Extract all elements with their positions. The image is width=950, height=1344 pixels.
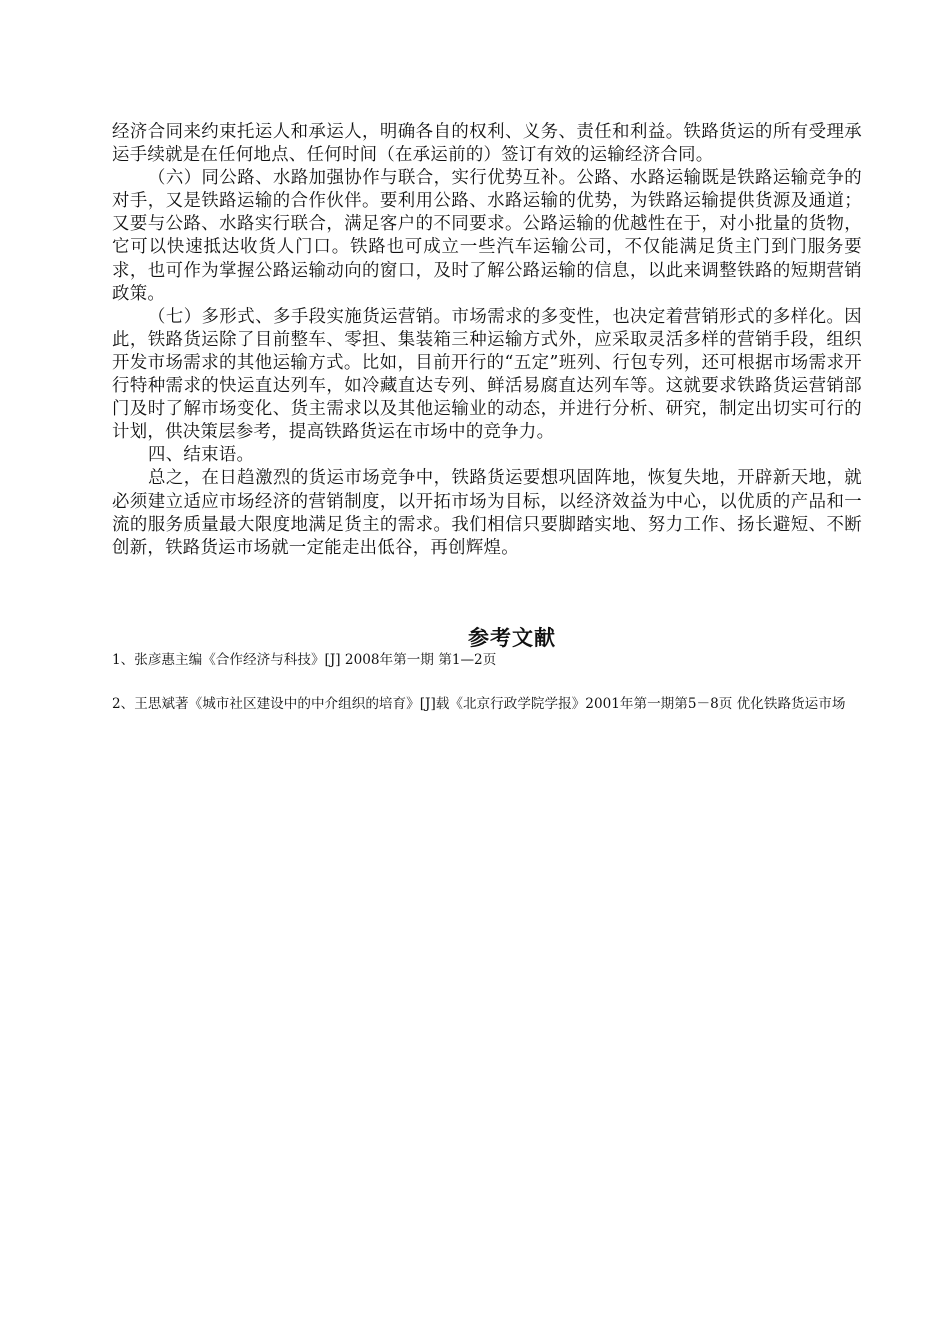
section-heading: 四、结束语。 (148, 445, 255, 466)
paragraph: 经济合同来约束托运人和承运人，明确各自的权利、义务、责任和利益。铁路货运的所有受理承运手续就是在任何地点、任何时间（在承运前的）签订有效的运输经济合同。 (112, 122, 862, 166)
body-text (112, 121, 862, 560)
reference-item: 1、张彦惠主编《合作经济与科技》[J] 2008年第一期 第1—2页 (112, 652, 497, 668)
references-title: 参考文献 (468, 626, 556, 650)
paragraph: （七）多形式、多手段实施货运营销。市场需求的多变性，也决定着营销形式的多样化。因此，铁路货运除了目前整车、零担、集装箱三种运输方式外，应采取灵活多样的营销手段，组织开发市场需求的其他运输方式。比如，目前开行的“五定”班列、行包专列，还可根据市场需求开行特种需求的快运直达列车，如冷藏直达专列、鲜活易腐直达列车等。这就要求铁路货运营销部门及时了解市场变化、货主需求以及其他运输业的动态，并进行分析、研究，制定出切实可行的计划，供决策层参考，提高铁路货运在市场中的竞争力。 (112, 306, 862, 443)
reference-item: 2、王思斌著《城市社区建设中的中介组织的培育》[J]载《北京行政学院学报》2001年第一期第5－8页 优化铁路货运市场 (112, 696, 846, 712)
paragraph: 总之，在日趋激烈的货运市场竞争中，铁路货运要想巩固阵地，恢复失地，开辟新天地，就必须建立适应市场经济的营销制度，以开拓市场为目标，以经济效益为中心，以优质的产品和一流的服务质量最大限度地满足货主的需求。我们相信只要脚踏实地、努力工作、扬长避短、不断创新，铁路货运市场就一定能走出低谷，再创辉煌。 (112, 468, 862, 558)
paragraph: （六）同公路、水路加强协作与联合，实行优势互补。公路、水路运输既是铁路运输竞争的对手，又是铁路运输的合作伙伴。要利用公路、水路运输的优势，为铁路运输提供货源及通道；又要与公路、水路实行联合，满足客户的不同要求。公路运输的优越性在于，对小批量的货物，它可以快速抵达收货人门口。铁路也可成立一些汽车运输公司，不仅能满足货主门到门服务要求，也可作为掌握公路运输动向的窗口，及时了解公路运输的信息，以此来调整铁路的短期营销政策。 (112, 168, 862, 304)
